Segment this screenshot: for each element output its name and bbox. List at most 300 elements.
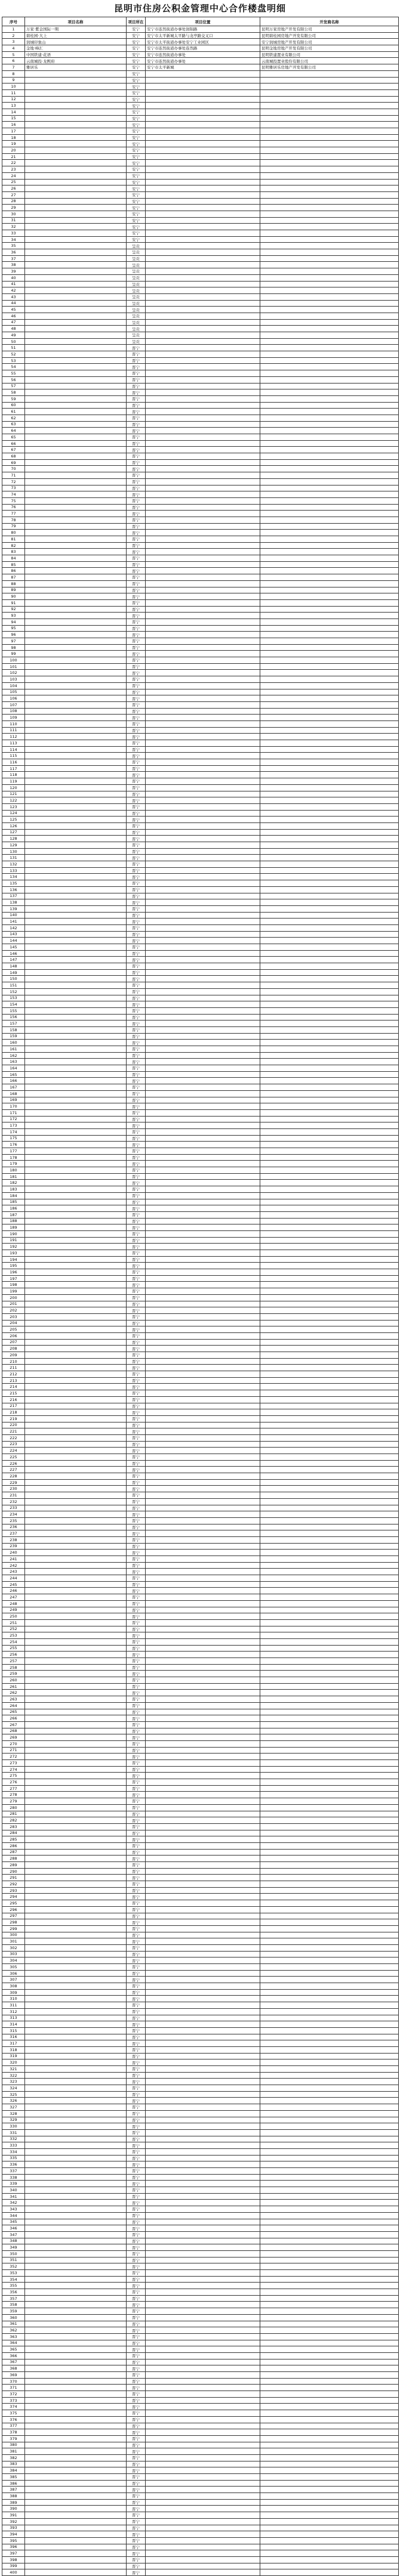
developer-name [260,1186,399,1193]
project-location [146,1128,260,1135]
developer-name [260,1594,399,1601]
project-name [25,402,127,409]
project-area: 晋宁 [127,549,146,555]
row-number: 328 [2,2110,25,2117]
table-row [2,2206,399,2213]
table-row [2,2442,399,2448]
table-header [2,17,399,26]
developer-name [260,497,399,504]
project-area: 晋宁 [127,1817,146,1824]
project-area: 安宁 [127,205,146,211]
project-name [25,1428,127,1435]
project-location [146,1913,260,1919]
project-location [146,619,260,625]
project-name [25,205,127,211]
developer-name [260,217,399,224]
table-row [2,1377,399,1384]
project-location [146,772,260,778]
project-location [146,1422,260,1428]
project-location [146,2518,260,2525]
project-area: 安宁 [127,236,146,243]
developer-name [260,2002,399,2009]
project-location [146,255,260,262]
project-area: 晋宁 [127,2499,146,2506]
row-number: 194 [2,1256,25,1263]
project-location [146,370,260,377]
row-number: 235 [2,1517,25,1524]
table-row [2,963,399,970]
project-area: 晋宁 [127,893,146,899]
project-name [25,1804,127,1811]
project-location [146,185,260,192]
project-name [25,1588,127,1594]
project-location [146,1396,260,1403]
project-area: 晋宁 [127,2200,146,2206]
row-number: 63 [2,421,25,428]
table-row [2,2321,399,2327]
table-row [2,2219,399,2225]
table-row [2,1218,399,1224]
project-area: 晋宁 [127,2187,146,2194]
project-area: 晋宁 [127,1103,146,1110]
developer-name [260,2225,399,2232]
project-name: 碧桂园·大上 [25,32,127,39]
project-name [25,1084,127,1091]
project-area: 晋宁 [127,2161,146,2168]
table-row [2,255,399,262]
project-area: 晋宁 [127,1313,146,1320]
row-number: 197 [2,1275,25,1282]
row-number: 353 [2,2270,25,2277]
project-name [25,1396,127,1403]
project-area: 晋宁 [127,2512,146,2519]
developer-name [260,504,399,511]
row-number: 69 [2,459,25,466]
project-area: 晋宁 [127,1071,146,1078]
project-area: 晋宁 [127,1913,146,1919]
project-area: 晋宁 [127,1486,146,1492]
project-name [25,969,127,976]
project-name [25,345,127,351]
row-number: 144 [2,938,25,944]
row-number: 294 [2,1894,25,1900]
table-row [2,803,399,810]
project-area: 晋宁 [127,632,146,638]
project-location [146,332,260,339]
row-number: 275 [2,1773,25,1779]
table-row [2,1441,399,1448]
row-number: 140 [2,912,25,919]
developer-name [260,1142,399,1148]
row-number: 373 [2,2397,25,2404]
project-location [146,982,260,989]
project-name [25,1683,127,1690]
table-row [2,434,399,441]
project-area: 晋宁 [127,899,146,906]
row-number: 122 [2,797,25,804]
row-number: 251 [2,1619,25,1626]
project-name [25,1498,127,1505]
project-name [25,1811,127,1817]
table-row [2,1581,399,1588]
project-location [146,2053,260,2059]
project-name [25,1626,127,1632]
project-area: 晋宁 [127,555,146,562]
row-number: 360 [2,2314,25,2321]
developer-name [260,899,399,906]
row-number: 238 [2,1536,25,1543]
developer-name [260,938,399,944]
row-number: 64 [2,428,25,434]
project-area: 晋宁 [127,2525,146,2531]
developer-name [260,587,399,593]
project-area: 晋宁 [127,2314,146,2321]
table-row [2,409,399,415]
project-location [146,326,260,332]
developer-name [260,1454,399,1461]
project-name [25,530,127,536]
project-name [25,300,127,307]
project-area: 晋宁 [127,2340,146,2346]
developer-name [260,2454,399,2461]
row-number: 389 [2,2499,25,2506]
developer-name [260,574,399,581]
project-location [146,1467,260,1473]
row-number: 148 [2,963,25,970]
developer-name [260,2200,399,2206]
project-location [146,2302,260,2308]
table-row [2,593,399,600]
developer-name [260,1409,399,1416]
row-number: 175 [2,1135,25,1142]
project-name [25,1766,127,1773]
table-row [2,2340,399,2346]
project-name [25,2531,127,2538]
project-name [25,1594,127,1601]
project-location [146,2365,260,2372]
table-row [2,1600,399,1607]
table-row [2,2499,399,2506]
project-area: 晋宁 [127,2129,146,2136]
project-area: 晋宁 [127,1479,146,1486]
project-name [25,1823,127,1830]
developer-name [260,561,399,568]
developer-name [260,1486,399,1492]
project-area: 晋宁 [127,1492,146,1499]
project-location [146,134,260,141]
developer-name [260,224,399,230]
project-location [146,867,260,874]
table-row [2,2385,399,2391]
table-row [2,1798,399,1805]
developer-name [260,1033,399,1040]
project-area: 晋宁 [127,1830,146,1836]
project-location [146,2015,260,2021]
table-row [2,2066,399,2073]
project-area: 晋宁 [127,1339,146,1346]
project-name [25,191,127,198]
project-area: 晋宁 [127,2110,146,2117]
row-number: 216 [2,1396,25,1403]
project-name [25,1059,127,1065]
project-area: 晋宁 [127,1263,146,1269]
project-location [146,364,260,370]
project-location [146,1530,260,1537]
developer-name [260,1913,399,1919]
project-location [146,682,260,689]
project-area: 晋宁 [127,1205,146,1212]
table-row [2,2193,399,2200]
project-location [146,1065,260,1072]
project-location [146,2212,260,2219]
row-number: 38 [2,262,25,268]
row-number: 136 [2,886,25,893]
project-name [25,2270,127,2277]
project-area: 呈贡 [127,255,146,262]
project-name [25,141,127,147]
project-area: 晋宁 [127,497,146,504]
project-area: 晋宁 [127,2544,146,2550]
row-number: 200 [2,1294,25,1301]
row-number: 391 [2,2512,25,2519]
project-location [146,1103,260,1110]
row-number: 190 [2,1230,25,1237]
project-name [25,2098,127,2104]
table-row [2,1996,399,2002]
developer-name [260,593,399,600]
project-location [146,2423,260,2429]
developer-name [260,632,399,638]
table-row [2,1301,399,1307]
row-number: 186 [2,1205,25,1212]
developer-name [260,969,399,976]
project-location [146,160,260,166]
table-row [2,2002,399,2009]
table-row [2,2493,399,2500]
table-row [2,676,399,683]
table-row [2,1040,399,1046]
row-number: 312 [2,2008,25,2015]
project-area: 晋宁 [127,357,146,364]
project-location [146,2008,260,2015]
row-number: 334 [2,2148,25,2155]
project-area: 呈贡 [127,274,146,281]
table-row [2,497,399,504]
project-name: 雅居乐 [25,64,127,71]
table-row [2,1569,399,1575]
table-row [2,1307,399,1314]
project-name [25,1090,127,1097]
row-number: 288 [2,1856,25,1862]
table-row [2,1205,399,1212]
table-row [2,1244,399,1250]
table-row [2,1263,399,1269]
table-row [2,357,399,364]
developer-name [260,89,399,96]
project-area: 晋宁 [127,2372,146,2379]
project-name [25,236,127,243]
developer-name [260,2053,399,2059]
project-name [25,89,127,96]
developer-name [260,1505,399,1511]
developer-name [260,995,399,1001]
table-row [2,1556,399,1563]
project-name [25,2467,127,2474]
project-name [25,848,127,855]
row-number: 394 [2,2531,25,2538]
developer-name [260,1109,399,1116]
table-row [2,861,399,868]
table-row [2,1154,399,1161]
row-number: 127 [2,829,25,836]
project-area: 晋宁 [127,842,146,849]
project-area: 晋宁 [127,2385,146,2391]
project-name [25,1339,127,1346]
project-location [146,1664,260,1671]
project-location [146,191,260,198]
project-location [146,1613,260,1620]
project-name [25,179,127,185]
project-area: 晋宁 [127,434,146,441]
table-row [2,606,399,613]
project-location [146,1033,260,1040]
project-area: 晋宁 [127,511,146,517]
project-name [25,1173,127,1180]
project-location [146,568,260,574]
project-location [146,2308,260,2315]
project-name [25,1740,127,1747]
row-number: 49 [2,332,25,339]
row-number: 315 [2,2027,25,2034]
project-name [25,84,127,90]
project-area: 晋宁 [127,574,146,581]
table-row [2,2276,399,2283]
project-location [146,2193,260,2200]
table-row [2,1957,399,1964]
table-row [2,701,399,708]
table-row [2,2346,399,2353]
developer-name [260,536,399,543]
project-location [146,919,260,925]
developer-name [260,2283,399,2289]
row-number: 352 [2,2263,25,2270]
table-row [2,842,399,849]
developer-name [260,2085,399,2092]
developer-name [260,281,399,287]
developer-name [260,619,399,625]
project-location [146,1390,260,1397]
project-area: 晋宁 [127,2040,146,2047]
project-area: 晋宁 [127,370,146,377]
developer-name [260,931,399,938]
project-location [146,1830,260,1836]
project-area: 安宁 [127,77,146,84]
project-area: 晋宁 [127,1754,146,1760]
row-number: 273 [2,1760,25,1767]
developer-name [260,797,399,804]
developer-name [260,2550,399,2557]
row-number: 34 [2,236,25,243]
project-location [146,1760,260,1767]
table-row [2,880,399,887]
project-location [146,1282,260,1288]
developer-name [260,428,399,434]
project-area: 晋宁 [127,536,146,543]
project-location [146,886,260,893]
project-area: 晋宁 [127,2066,146,2073]
table-row [2,1052,399,1059]
row-number: 135 [2,880,25,887]
project-area: 晋宁 [127,746,146,753]
project-area: 晋宁 [127,822,146,829]
row-number: 234 [2,1511,25,1518]
project-area: 晋宁 [127,625,146,632]
table-row [2,1161,399,1167]
row-number: 370 [2,2378,25,2385]
project-area: 晋宁 [127,1128,146,1135]
project-location [146,2257,260,2263]
table-row [2,549,399,555]
project-location [146,1097,260,1103]
project-location [146,822,260,829]
project-location [146,1887,260,1894]
project-location [146,715,260,721]
row-number: 383 [2,2461,25,2467]
table-row [2,1422,399,1428]
project-location [146,274,260,281]
developer-name [260,1441,399,1448]
row-number: 272 [2,1754,25,1760]
project-location [146,2021,260,2028]
project-area: 晋宁 [127,1211,146,1218]
project-area: 晋宁 [127,1186,146,1193]
project-location [146,2046,260,2053]
table-row [2,1415,399,1422]
project-area: 晋宁 [127,1384,146,1390]
project-area: 晋宁 [127,459,146,466]
project-name [25,2289,127,2296]
project-location [146,1339,260,1346]
project-name [25,1078,127,1084]
project-area: 晋宁 [127,1065,146,1072]
project-area: 晋宁 [127,1180,146,1186]
project-name [25,2250,127,2257]
project-location [146,1517,260,1524]
project-area: 晋宁 [127,1575,146,1582]
table-row [2,179,399,185]
project-name [25,2352,127,2359]
project-name [25,950,127,957]
developer-name [260,1575,399,1582]
row-number: 146 [2,950,25,957]
project-area: 晋宁 [127,376,146,383]
row-number: 86 [2,568,25,574]
row-number: 367 [2,2359,25,2365]
row-number: 20 [2,147,25,154]
table-row [2,2250,399,2257]
row-number: 151 [2,982,25,989]
project-location [146,2391,260,2398]
developer-name [260,2104,399,2111]
project-name [25,2372,127,2379]
table-row [2,1473,399,1480]
project-location [146,657,260,664]
table-row [2,115,399,122]
project-location [146,1575,260,1582]
row-number: 374 [2,2404,25,2410]
row-number: 5 [2,51,25,58]
project-area: 晋宁 [127,1919,146,1926]
